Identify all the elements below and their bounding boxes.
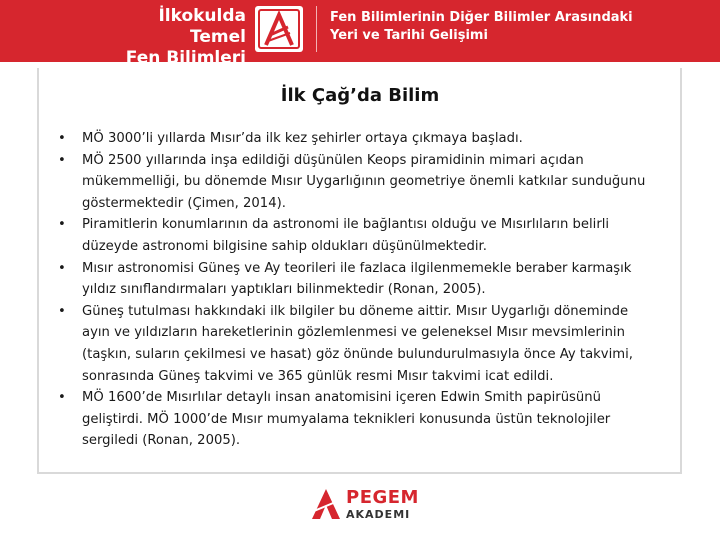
bullet-text: MÖ 3000’li yıllarda Mısır’da ilk kez şehirler ortaya çıkmaya başladı. bbox=[82, 131, 523, 146]
bullet-marker: • bbox=[58, 303, 66, 319]
bullet-marker: • bbox=[58, 131, 66, 146]
bullet-text: Mısır astronomisi Güneş ve Ay teorileri ile fazlaca ilgilenmemekle beraber karmaşık yıldız sınıflandırmaları yaptıkları bilinmektedir (Ronan, 2005). bbox=[82, 260, 632, 298]
chapter-title-line2: Yeri ve Tarihi Gelişimi bbox=[330, 28, 488, 43]
header-banner bbox=[0, 0, 720, 68]
publisher-logo bbox=[310, 485, 419, 525]
bullet-item-6 bbox=[58, 387, 658, 452]
bullet-text: Güneş tutulması hakkındaki ilk bilgiler bu döneme aittir. Mısır Uygarlığı döneminde ayın ve yıldızların hareketlerinin gözlemlenmesi ve geleneksel Mısır mevsimlerinin (taşkın, suların çekilmesi ve hasat) göz önünde bulundurulmasıyla önce Ay takvimi, sonrasında Güneş takvimi ve 365 günlük resmi Mısır takvimi icat edildi. bbox=[82, 303, 633, 384]
bullet-item-1 bbox=[58, 128, 658, 150]
book-title-line2: Fen Bilimleri bbox=[125, 48, 246, 68]
chapter-title-line1: Fen Bilimlerinin Diğer Bilimler Arasındaki bbox=[330, 10, 633, 25]
bullet-item-2 bbox=[58, 150, 658, 215]
bullet-marker: • bbox=[58, 260, 66, 276]
bullet-text: MÖ 1600’de Mısırlılar detaylı insan anatomisini içeren Edwin Smith papirüsünü geliştirdi. MÖ 1000’de Mısır mumyalama teknikleri konusunda üstün teknolojiler sergiledi (Ronan, 2005). bbox=[82, 390, 611, 449]
book-title-line1: İlkokulda Temel bbox=[158, 6, 246, 47]
pegem-logo-icon bbox=[310, 487, 342, 521]
bullet-item-3 bbox=[58, 214, 658, 257]
book-title bbox=[98, 6, 246, 69]
bullet-list bbox=[58, 128, 658, 452]
bullet-item-5 bbox=[58, 301, 658, 387]
slide-title: İlk Çağ’da Bilim bbox=[280, 85, 440, 106]
bullet-item-4 bbox=[58, 258, 658, 301]
bullet-text: Piramitlerin konumlarının da astronomi ile bağlantısı olduğu ve Mısırlıların belirli düzeyde astronomi bilgisine sahip oldukları düşünülmektedir. bbox=[82, 217, 610, 254]
bullet-text: MÖ 2500 yıllarında inşa edildiği düşünülen Keops piramidinin mimari açıdan mükemmelliği, bu dönemde Mısır Uygarlığının geometriye önemli katkılar sunduğunu göstermektedir (Çimen, 2014). bbox=[82, 152, 646, 211]
header-divider bbox=[316, 6, 317, 52]
bullet-marker: • bbox=[58, 152, 66, 168]
chapter-title bbox=[330, 9, 710, 45]
bullet-marker: • bbox=[58, 217, 66, 233]
publisher-sub: AKADEMI bbox=[346, 508, 411, 521]
book-cover-logo-icon bbox=[252, 3, 306, 55]
bullet-marker: • bbox=[58, 390, 66, 406]
publisher-name: PEGEM bbox=[346, 487, 419, 508]
